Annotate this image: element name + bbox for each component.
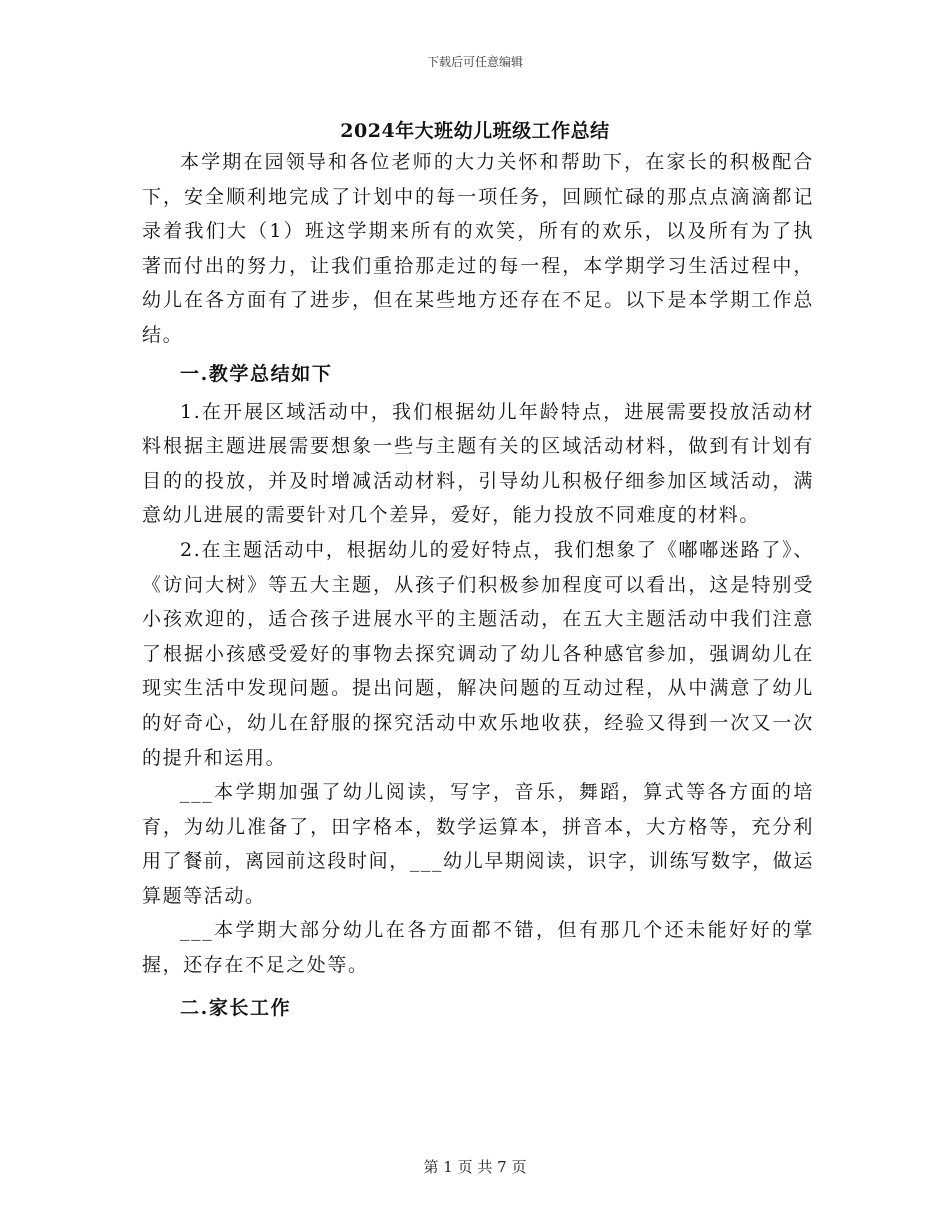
paragraph-skills-training: ___本学期加强了幼儿阅读，写字，音乐，舞蹈，算式等各方面的培育，为幼儿准备了，田字格本，数学运算本，拼音本，大方格等，充分利用了餐前，离园前这段时间，___幼儿早期阅读，识字，训练写数字，做运算题等活动。: [142, 781, 814, 907]
paragraph-shortcomings: ___本学期大部分幼儿在各方面都不错，但有那几个还未能好好的掌握，还存在不足之处等。: [142, 919, 814, 977]
page-header-note: 下载后可任意编辑: [426, 55, 523, 69]
page-number: 第 1 页 共 7 页: [423, 1158, 527, 1176]
section-heading-parents: 二.家长工作: [180, 996, 292, 1019]
paragraph-area-activities: 1.在开展区域活动中，我们根据幼儿年龄特点，进展需要投放活动材料根据主题进展需要想象一些与主题有关的区域活动材料，做到有计划有目的的投放，并及时增减活动材料，引导幼儿积极仔细参加区域活动，满意幼儿进展的需要针对几个差异，爱好，能力投放不同难度的材料。: [142, 400, 814, 527]
document-body: [142, 145, 814, 1029]
section-heading-teaching: 一.教学总结如下: [180, 362, 333, 385]
paragraph-theme-activities: 2.在主题活动中，根据幼儿的爱好特点，我们想象了《嘟嘟迷路了》、《访问大树》等五大主题，从孩子们积极参加程度可以看出，这是特别受小孩欢迎的，适合孩子进展水平的主题活动，在五大主题活动中我们注意了根据小孩感受爱好的事物去探究调动了幼儿各种感官参加，强调幼儿在现实生活中发现问题。提出问题，解决问题的互动过程，从中满意了幼儿的好奇心，幼儿在舒服的探究活动中欢乐地收获，经验又得到一次又一次的提升和运用。: [142, 538, 814, 769]
intro-paragraph: 本学期在园领导和各位老师的大力关怀和帮助下，在家长的积极配合下，安全顺利地完成了计划中的每一项任务，回顾忙碌的那点点滴滴都记录着我们大（1）班这学期来所有的欢笑，所有的欢乐，以及所有为了执著而付出的努力，让我们重拾那走过的每一程，本学期学习生活过程中，幼儿在各方面有了进步，但在某些地方还存在不足。以下是本学期工作总结。: [142, 151, 814, 346]
document-title: 2024年大班幼儿班级工作总结: [340, 120, 610, 142]
